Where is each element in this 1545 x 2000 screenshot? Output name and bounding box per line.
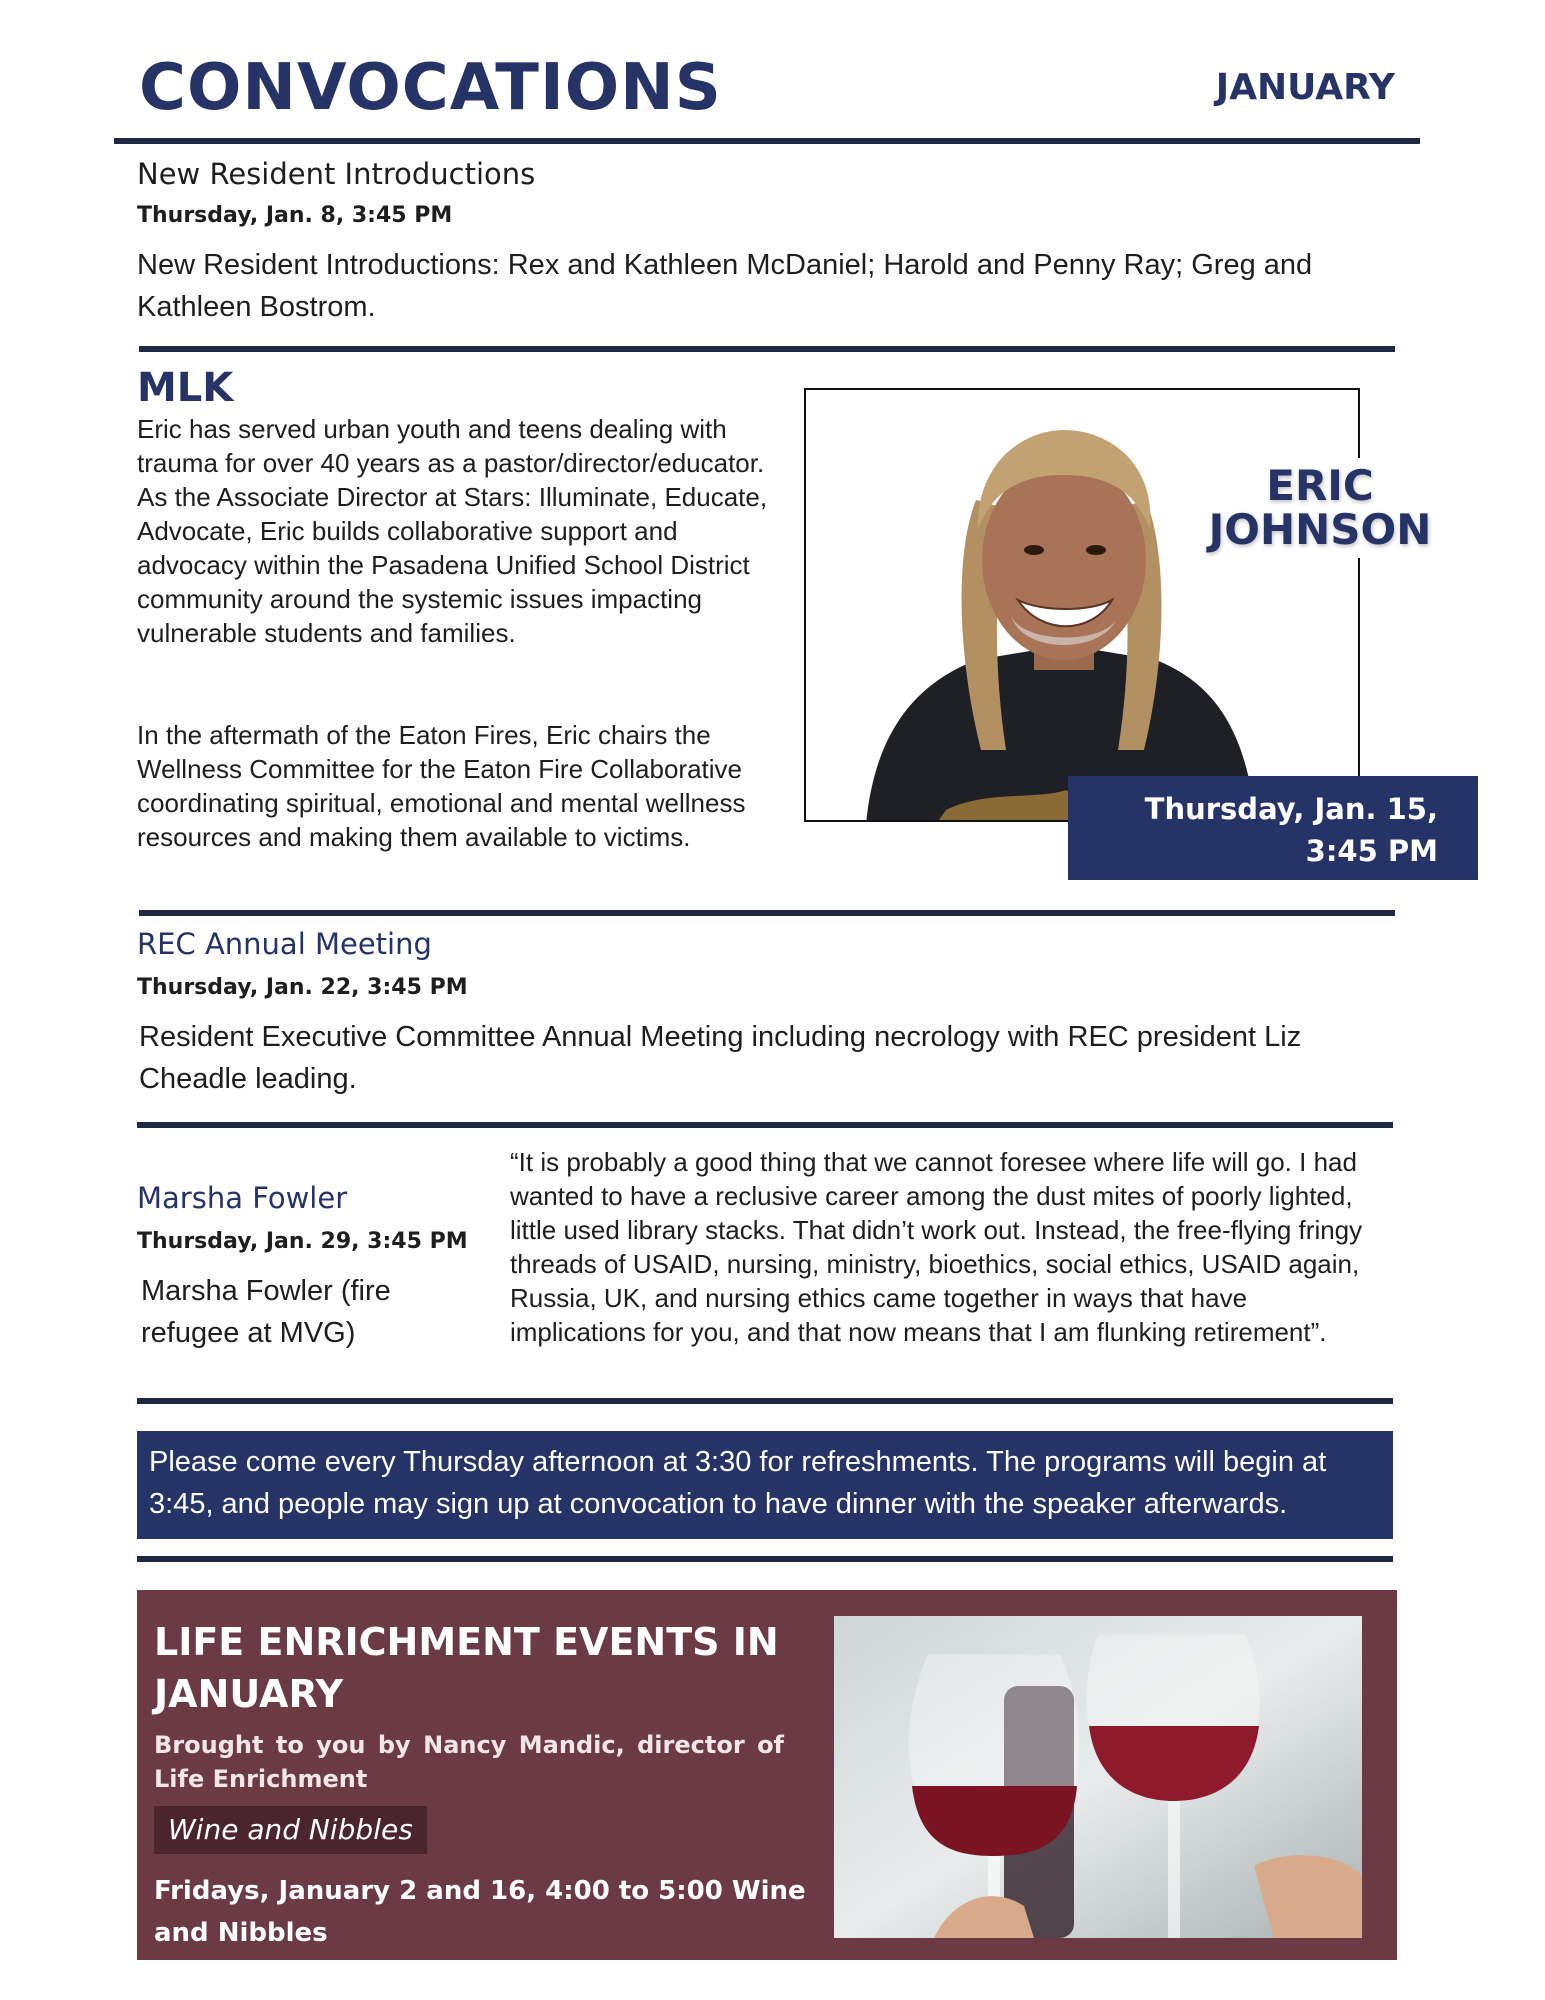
speaker-last-name: JOHNSON [1208,505,1432,554]
marsha-date: Thursday, Jan. 29, 3:45 PM [137,1229,468,1254]
new-residents-date: Thursday, Jan. 8, 3:45 PM [137,203,453,228]
mlk-paragraph-1: Eric has served urban youth and teens dealing with trauma for over 40 years as a pastor/director/educator. As the Associate Director at Stars: Illuminate, Educate, Advocate, Eric builds collaborative support and advocacy within the Pasadena Unified School District community around the systemic issues impacting vulnerable students and families. [137,414,768,648]
life-enrichment-subtitle: Brought to you by Nancy Mandic, director of Life Enrichment [154,1731,784,1793]
header-divider [114,138,1420,144]
marsha-quote: “It is probably a good thing that we cannot foresee where life will go. I had wanted to have a reclusive career among the dust mites of poorly lighted, little used library stacks. That didn’t work out. Instead, the free-flying fringy threads of USAID, nursing, ministry, bioethics, social ethics, USAID again, Russia, UK, and nursing ethics came together in ways that have implications for you, and that now means that I am flunking retirement”. [510,1147,1363,1347]
speaker-photo [804,388,1360,822]
event-schedule: Fridays, January 2 and 16, 4:00 to 5:00 Wine and Nibbles [154,1876,806,1948]
event-name-tag: Wine and Nibbles [154,1806,427,1854]
section-divider [139,910,1395,916]
marsha-title: Marsha Fowler [137,1181,348,1215]
new-residents-description: New Resident Introductions: Rex and Kathleen McDaniel; Harold and Penny Ray; Greg and Kathleen Bostrom. [137,249,1313,323]
section-divider [137,1556,1393,1562]
portrait-photo-illustration [806,390,1360,822]
rec-date: Thursday, Jan. 22, 3:45 PM [137,975,468,1000]
mlk-date-line-1: Thursday, Jan. 15, [1144,792,1438,826]
rec-title: REC Annual Meeting [137,927,432,961]
new-residents-title: New Resident Introductions [137,157,536,191]
mlk-title: MLK [137,365,234,411]
marsha-description: Marsha Fowler (fire refugee at MVG) [141,1275,391,1349]
month-label: JANUARY [1215,67,1395,108]
section-divider [137,1122,1393,1128]
mlk-date-line-2: 3:45 PM [1305,834,1438,868]
page-title: CONVOCATIONS [139,51,722,125]
section-divider [137,1398,1393,1404]
section-divider [139,346,1395,352]
rec-description: Resident Executive Committee Annual Meeting including necrology with REC president Liz Cheadle leading. [139,1021,1302,1095]
wine-glasses-illustration [834,1616,1362,1938]
speaker-name [1190,458,1450,558]
wine-photo [834,1616,1362,1938]
life-enrichment-title: LIFE ENRICHMENT EVENTS IN JANUARY [154,1620,779,1716]
mlk-paragraph-2: In the aftermath of the Eaton Fires, Eric chairs the Wellness Committee for the Eaton Fire Collaborative coordinating spiritual, emotional and mental wellness resources and making them available to victims. [137,720,746,852]
refreshments-notice: Please come every Thursday afternoon at 3:30 for refreshments. The programs will begin at 3:45, and people may sign up at convocation to have dinner with the speaker afterwards. [137,1431,1393,1539]
speaker-first-name: ERIC [1266,461,1374,510]
mlk-date-box [1068,776,1478,880]
life-enrichment-panel [137,1590,1397,1960]
